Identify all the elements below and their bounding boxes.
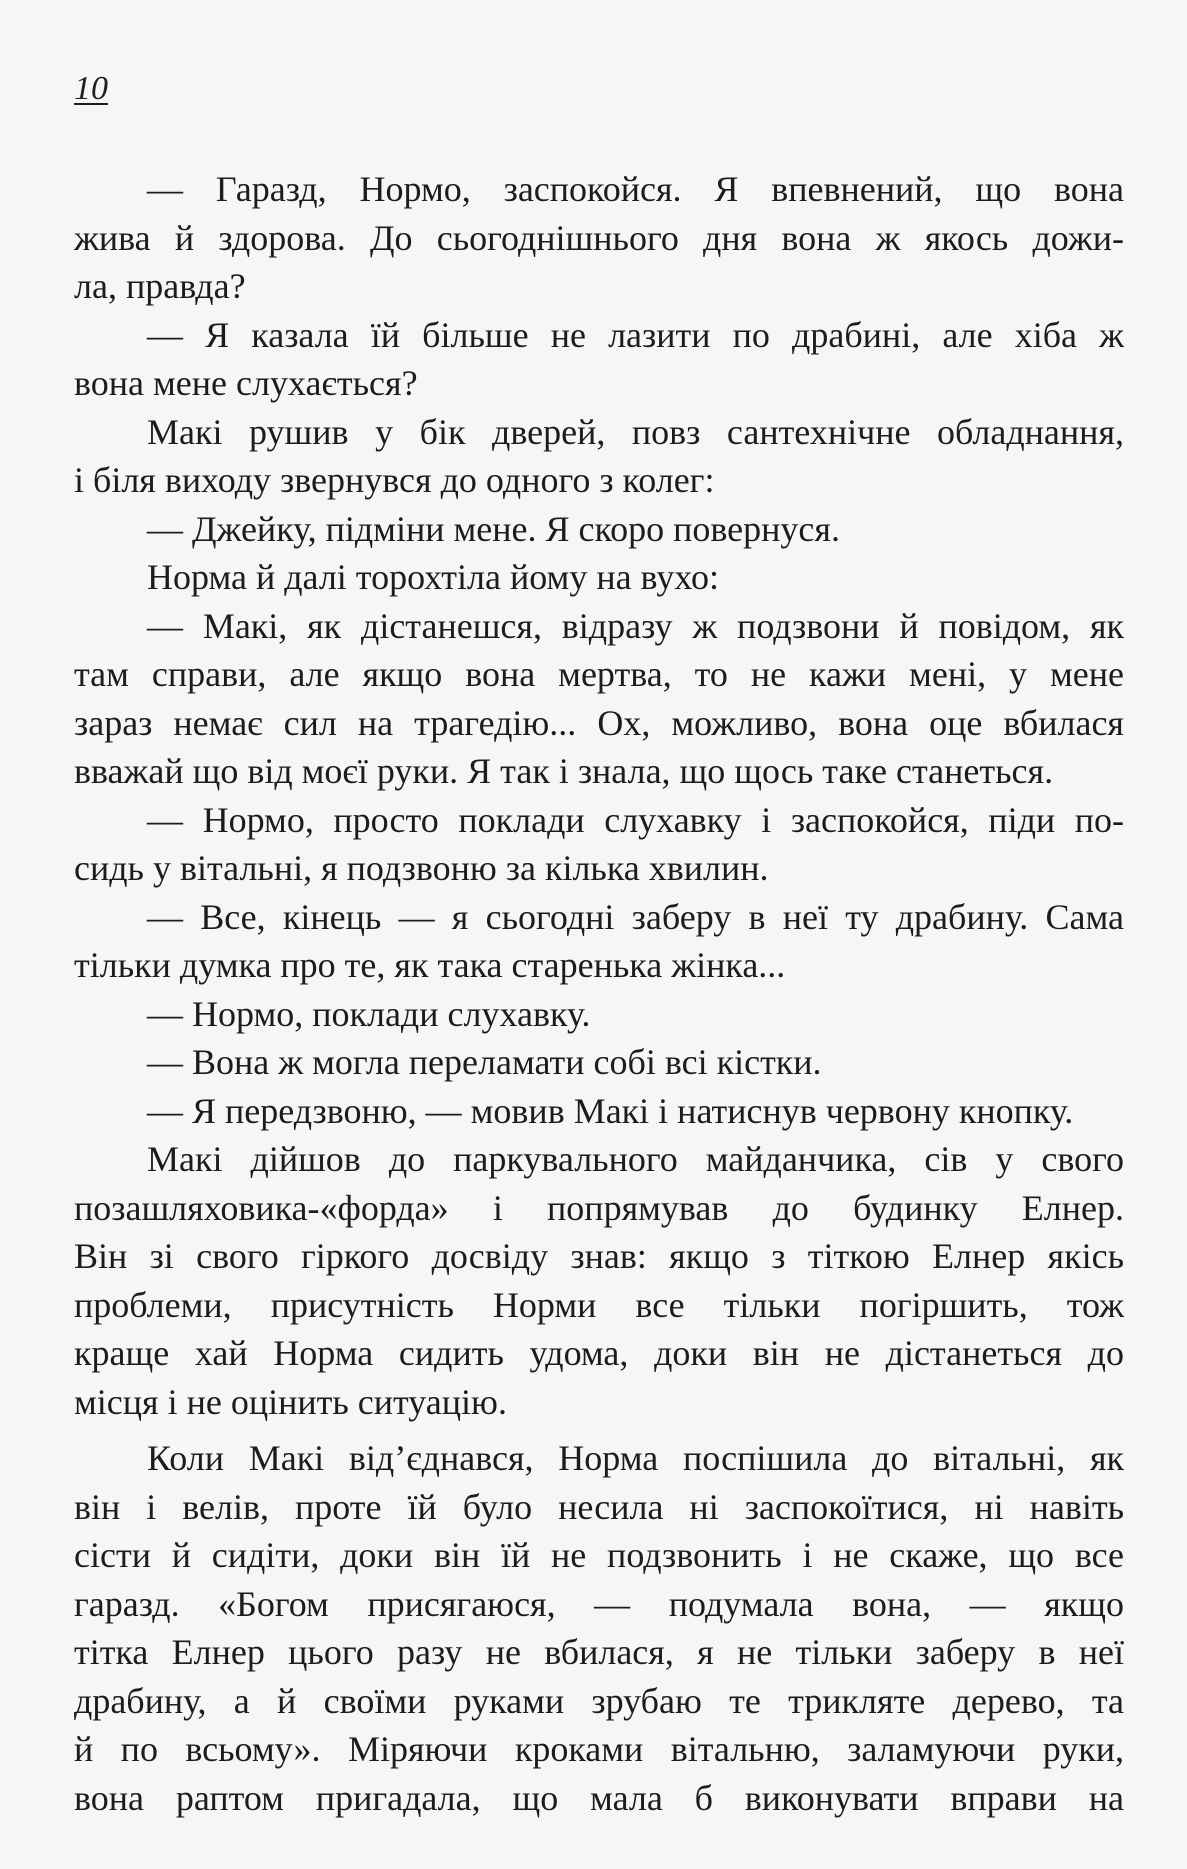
text-line: зараз немає сил на трагедію... Ох, можливо, вона оце вбилася xyxy=(74,702,1124,743)
text-line: вона раптом пригадала, що мала б виконувати вправи на xyxy=(74,1777,1124,1818)
text-line: драбину, а й своїми руками зрубаю те трикляте дерево, та xyxy=(74,1680,1124,1721)
text-line: краще хай Норма сидить удома, доки він не дістанеться до xyxy=(74,1333,1124,1373)
text-line: Коли Макі від’єднався, Норма поспішила до вітальні, як xyxy=(147,1438,1124,1478)
text-line: — Макі, як дістанешся, відразу ж подзвони й повідом, як xyxy=(147,605,1124,646)
text-line: місця і не оцінить ситуацію. xyxy=(74,1381,507,1422)
page-number: 10 xyxy=(74,70,108,107)
text-line: — Нормо, поклади слухавку. xyxy=(147,993,591,1034)
text-line: — Вона ж могла переламати собі всі кістки. xyxy=(147,1042,822,1082)
text-line: вважай що від моєї руки. Я так і знала, що щось таке станеться. xyxy=(74,751,1054,791)
paragraph-gap xyxy=(74,1426,1124,1434)
text-line: вона мене слухається? xyxy=(74,363,418,403)
text-line: — Гаразд, Нормо, заспокойся. Я впевнений, що вона xyxy=(147,169,1124,209)
text-line: — Джейку, підміни мене. Я скоро повернуся. xyxy=(147,508,840,549)
text-line: — Все, кінець — я сьогодні заберу в неї ту драбину. Сама xyxy=(147,896,1124,937)
text-line: й по всьому». Міряючи кроками вітальню, заламуючи руки, xyxy=(74,1729,1124,1769)
text-line: сісти й сидіти, доки він їй не подзвонить і не скаже, що все xyxy=(74,1535,1124,1575)
text-line: — Я передзвоню, — мовив Макі і натиснув червону кнопку. xyxy=(147,1090,1074,1131)
text-line: Макі рушив у бік дверей, повз сантехнічне обладнання, xyxy=(147,411,1124,452)
text-line: жива й здорова. До сьогоднішнього дня вона ж якось дожи- xyxy=(74,217,1124,258)
text-line: і біля виходу звернувся до одного з колег: xyxy=(74,460,715,500)
text-line: — Нормо, просто поклади слухавку і заспокойся, піди по- xyxy=(147,799,1124,840)
text-line: позашляховика-«форда» і попрямував до будинку Елнер. xyxy=(74,1187,1124,1228)
text-line: Макі дійшов до паркувального майданчика, сів у свого xyxy=(147,1139,1124,1179)
body-text xyxy=(74,165,1124,1822)
text-line: тітка Елнер цього разу не вбилася, я не тільки заберу в неї xyxy=(74,1632,1124,1672)
text-line: сидь у вітальні, я подзвоню за кілька хвилин. xyxy=(74,848,769,888)
text-line: ла, правда? xyxy=(74,266,246,306)
text-line: він і велів, проте їй було несила ні заспокоїтися, ні навіть xyxy=(74,1486,1124,1527)
text-line: — Я казала їй більше не лазити по драбині, але хіба ж xyxy=(147,314,1124,355)
text-line: Він зі свого гіркого досвіду знав: якщо з тіткою Елнер якісь xyxy=(74,1236,1124,1276)
text-line: тільки думка про те, як така старенька жінка... xyxy=(74,945,786,985)
text-line: проблеми, присутність Норми все тільки погіршить, тож xyxy=(74,1284,1124,1325)
text-line: Норма й далі торохтіла йому на вухо: xyxy=(147,557,719,597)
text-line: гаразд. «Богом присягаюся, — подумала вона, — якщо xyxy=(74,1583,1124,1624)
text-line: там справи, але якщо вона мертва, то не кажи мені, у мене xyxy=(74,654,1124,694)
